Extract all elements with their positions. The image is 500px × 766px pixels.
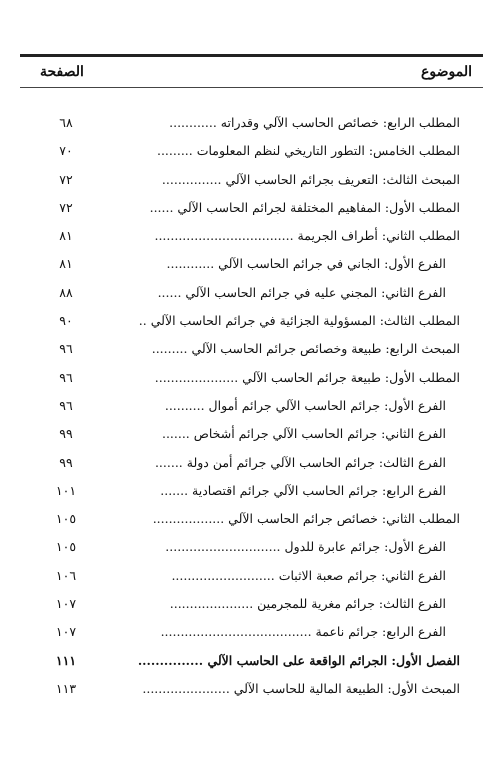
toc-row [0,171,500,199]
toc-entry-title: الفرع الثالث: جرائم مغرية للمجرمين ..................... [169,596,446,612]
toc-entry-page: ١٠٦ [55,567,77,583]
toc-entry-page: ٨١ [59,256,73,272]
toc-row [0,482,500,510]
toc-row [0,652,500,680]
toc-entry-title: الفرع الرابع: جرائم الحاسب الآلي جرائم اقتصادية ....... [160,482,446,498]
toc-list [0,114,500,708]
topic-column-header: الموضوع [421,64,472,80]
toc-row [0,567,500,595]
toc-entry-page: ١٠١ [55,482,77,498]
toc-row [0,369,500,397]
toc-entry-title: الفرع الأول: جرائم الحاسب الآلي جرائم أموال .......... [164,397,446,413]
toc-entry-page: ١٠٧ [55,624,77,640]
toc-entry-title: المطلب الثاني: خصائص جرائم الحاسب الآلي .................. [152,511,460,527]
toc-entry-title: المبحث الأول: الطبيعة المالية للحاسب الآلي ...................... [142,680,460,696]
toc-row [0,425,500,453]
toc-entry-page: ٩٦ [59,369,73,385]
toc-row [0,284,500,312]
toc-entry-title: المبحث الثالث: التعريف بجرائم الحاسب الآلي ............... [161,171,460,187]
toc-row [0,454,500,482]
toc-entry-title: الفرع الأول: جرائم عابرة للدول ............................. [165,539,446,555]
toc-entry-title: المطلب الخامس: التطور التاريخي لنظم المعلومات ......... [156,143,460,159]
toc-entry-title: المطلب الأول: طبيعة جرائم الحاسب الآلي ..................... [154,369,460,385]
toc-entry-page: ١٠٥ [55,539,77,555]
toc-row [0,397,500,425]
toc-row [0,114,500,142]
toc-entry-title: الفرع الثاني: المجني عليه في جرائم الحاسب الآلي ...... [157,284,446,300]
toc-entry-title: الفرع الرابع: جرائم ناعمة ...................................... [160,624,446,640]
toc-row [0,510,500,538]
toc-entry-page: ٧٢ [59,199,73,215]
toc-entry-title: الفرع الأول: الجاني في جرائم الحاسب الآلي ............ [166,256,446,272]
toc-entry-page: ٨٨ [59,284,73,300]
toc-entry-page: ١١٣ [55,680,77,696]
toc-entry-title: الفرع الثاني: جرائم صعبة الاثبات .......................... [171,567,446,583]
toc-row [0,340,500,368]
toc-row [0,142,500,170]
toc-row [0,227,500,255]
toc-row [0,680,500,708]
toc-entry-page: ١٠٥ [55,511,77,527]
toc-row [0,312,500,340]
toc-row [0,538,500,566]
toc-entry-title: الفرع الثاني: جرائم الحاسب الآلي جرائم أشخاص ....... [161,426,446,442]
toc-entry-page: ٩٩ [59,426,73,442]
toc-entry-page: ٩٠ [59,313,73,329]
toc-entry-page: ٧٢ [59,171,73,187]
toc-entry-page: ٦٨ [59,115,73,130]
toc-entry-title: الفرع الثالث: جرائم الحاسب الآلي جرائم أمن دولة ....... [154,454,446,470]
toc-entry-title: المطلب الرابع: خصائص الحاسب الآلي وقدراته ............ [169,115,460,130]
toc-row [0,255,500,283]
header-bottom-rule [20,87,483,88]
toc-entry-title: الفصل الأول: الجرائم الواقعة على الحاسب الآلي ............... [137,652,460,668]
header-top-rule [20,54,483,57]
toc-row [0,595,500,623]
toc-entry-title: المطلب الأول: المفاهيم المختلفة لجرائم الحاسب الآلي ...... [149,199,460,215]
toc-entry-title: المبحث الرابع: طبيعة وخصائص جرائم الحاسب الآلي ......... [151,341,460,357]
page-column-header: الصفحة [40,64,84,80]
toc-entry-title: المطلب الثاني: أطراف الجريمة ................................... [154,228,460,244]
toc-entry-page: ٧٠ [59,143,73,159]
toc-entry-page: ١٠٧ [55,596,77,612]
toc-entry-page: ٩٩ [59,454,73,470]
toc-entry-page: ٩٦ [59,341,73,357]
toc-entry-page: ١١١ [55,652,77,668]
toc-entry-title: المطلب الثالث: المسؤولية الجزائية في جرائم الحاسب الآلي .. [138,313,460,329]
toc-row [0,623,500,651]
toc-entry-page: ٩٦ [59,397,73,413]
toc-entry-page: ٨١ [59,228,73,244]
toc-row [0,199,500,227]
